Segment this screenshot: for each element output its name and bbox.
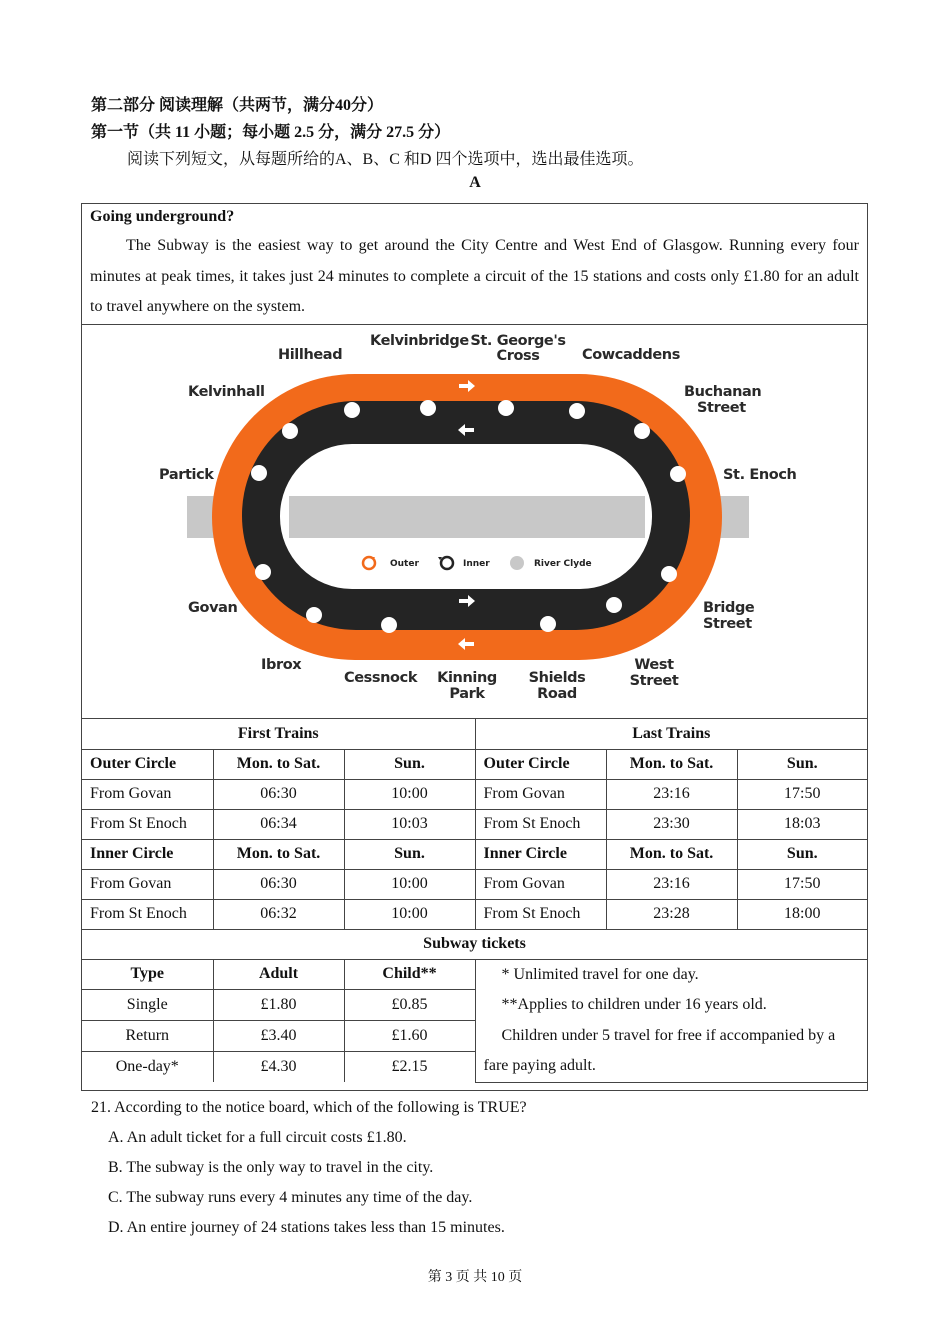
legend-outer: Outer: [390, 559, 419, 569]
notice-board: [81, 203, 868, 1091]
station-kelvinhall: Kelvinhall: [188, 384, 265, 400]
ticket-price-cell: £1.80: [213, 990, 344, 1021]
ticket-notes: [475, 959, 867, 1082]
from-st-enoch-label: From St Enoch: [82, 899, 213, 929]
table-row: [82, 719, 867, 749]
station-buchanan-line2: Street: [697, 400, 746, 416]
ticket-price-cell: £2.15: [344, 1051, 475, 1082]
inner-circle-label: Inner Circle: [475, 839, 606, 869]
station-dot-bridge-street: [661, 566, 677, 582]
section-title: 第一节（共 11 小题；每小题 2.5 分，满分 27.5 分）: [91, 124, 451, 141]
option-b[interactable]: B. The subway is the only way to travel in the city.: [108, 1159, 434, 1176]
time-cell: 10:00: [344, 899, 475, 929]
station-ibrox: Ibrox: [261, 657, 302, 673]
station-dot-hillhead: [344, 402, 360, 418]
mon-sat-header: Mon. to Sat.: [606, 749, 737, 779]
station-dot-west-street: [606, 597, 622, 613]
station-hillhead: Hillhead: [278, 347, 343, 363]
mon-sat-header: Mon. to Sat.: [213, 749, 344, 779]
option-d[interactable]: D. An entire journey of 24 stations takes less than 15 minutes.: [108, 1219, 505, 1236]
map-legend: [363, 556, 592, 570]
table-row: [82, 779, 867, 809]
station-dot-cessnock: [381, 617, 397, 633]
table-row: [82, 869, 867, 899]
station-dot-govan: [255, 564, 271, 580]
first-trains-heading: First Trains: [82, 719, 475, 749]
station-dot-ibrox: [306, 607, 322, 623]
ticket-price-cell: £3.40: [213, 1021, 344, 1052]
time-cell: 10:03: [344, 809, 475, 839]
from-st-enoch-label: From St Enoch: [82, 809, 213, 839]
notice-intro: [82, 204, 867, 325]
sun-header: Sun.: [737, 749, 867, 779]
from-govan-label: From Govan: [475, 779, 606, 809]
sun-header: Sun.: [344, 749, 475, 779]
river-clyde-inner: [289, 496, 645, 538]
question-options: [108, 1123, 505, 1243]
from-govan-label: From Govan: [475, 869, 606, 899]
station-dot-st-enoch: [670, 466, 686, 482]
page-footer: 第 3 页 共 10 页: [427, 1270, 523, 1285]
table-row: [82, 959, 867, 990]
station-kinning-park-line2: Park: [449, 686, 485, 702]
legend-river: River Clyde: [534, 559, 592, 569]
ticket-note-children: **Applies to children under 16 years old.: [501, 996, 767, 1013]
table-row: [82, 839, 867, 869]
time-cell: 17:50: [737, 869, 867, 899]
station-dot-st-georges: [498, 400, 514, 416]
station-partick: Partick: [159, 467, 214, 483]
station-buchanan-line1: Buchanan: [684, 384, 762, 400]
ticket-type-header: Type: [82, 959, 213, 990]
question-stem: 21. According to the notice board, which of the following is TRUE?: [91, 1099, 527, 1116]
ticket-type-cell: Single: [82, 990, 213, 1021]
station-st-enoch: St. Enoch: [723, 467, 797, 483]
outer-circle-label: Outer Circle: [475, 749, 606, 779]
ticket-adult-header: Adult: [213, 959, 344, 990]
time-cell: 06:30: [213, 869, 344, 899]
subway-map-graphic: [82, 325, 867, 718]
time-cell: 06:34: [213, 809, 344, 839]
from-govan-label: From Govan: [82, 779, 213, 809]
time-cell: 18:03: [737, 809, 867, 839]
notice-title: Going underground?: [90, 208, 235, 225]
ticket-price-cell: £0.85: [344, 990, 475, 1021]
last-trains-heading: Last Trains: [475, 719, 867, 749]
station-dot-cowcaddens: [569, 403, 585, 419]
time-cell: 23:16: [606, 779, 737, 809]
station-bridge-street-line2: Street: [703, 616, 752, 632]
mon-sat-header: Mon. to Sat.: [213, 839, 344, 869]
timetable-and-tickets: [82, 719, 867, 1083]
station-dot-kelvinhall: [282, 423, 298, 439]
from-st-enoch-label: From St Enoch: [475, 899, 606, 929]
mon-sat-header: Mon. to Sat.: [606, 839, 737, 869]
ticket-type-cell: Return: [82, 1021, 213, 1052]
time-cell: 17:50: [737, 779, 867, 809]
outer-circle-label: Outer Circle: [82, 749, 213, 779]
station-cessnock: Cessnock: [344, 670, 418, 686]
from-st-enoch-label: From St Enoch: [475, 809, 606, 839]
time-cell: 23:30: [606, 809, 737, 839]
station-dot-shields-road: [540, 616, 556, 632]
table-row: [82, 809, 867, 839]
option-c[interactable]: C. The subway runs every 4 minutes any time of the day.: [108, 1189, 473, 1206]
station-shields-road-line2: Road: [537, 686, 577, 702]
subway-map: [82, 325, 867, 719]
table-row: [82, 899, 867, 929]
river-legend-icon: [510, 556, 524, 570]
station-dot-kelvinbridge: [420, 400, 436, 416]
ticket-note-unlimited: * Unlimited travel for one day.: [501, 965, 699, 983]
ticket-child-header: Child**: [344, 959, 475, 990]
table-row: [82, 929, 867, 959]
time-cell: 23:28: [606, 899, 737, 929]
sun-header: Sun.: [344, 839, 475, 869]
from-govan-label: From Govan: [82, 869, 213, 899]
station-kelvinbridge: Kelvinbridge: [370, 333, 469, 349]
time-cell: 06:30: [213, 779, 344, 809]
station-kinning-park-line1: Kinning: [437, 670, 497, 686]
station-dot-partick: [251, 465, 267, 481]
option-a[interactable]: A. An adult ticket for a full circuit costs £1.80.: [108, 1129, 407, 1146]
ticket-note-under5: Children under 5 travel for free if accompanied by a fare paying adult.: [483, 1026, 836, 1074]
ticket-type-cell: One-day*: [82, 1051, 213, 1082]
station-govan: Govan: [188, 600, 238, 616]
station-cowcaddens: Cowcaddens: [582, 347, 680, 363]
legend-inner: Inner: [463, 559, 490, 569]
ticket-price-cell: £4.30: [213, 1051, 344, 1082]
time-cell: 10:00: [344, 869, 475, 899]
passage-label: A: [469, 174, 481, 191]
time-cell: 10:00: [344, 779, 475, 809]
station-dot-buchanan: [634, 423, 650, 439]
time-cell: 23:16: [606, 869, 737, 899]
station-st-georges-line1: St. George's: [470, 333, 566, 349]
ticket-price-cell: £1.60: [344, 1021, 475, 1052]
time-cell: 06:32: [213, 899, 344, 929]
station-bridge-street-line1: Bridge: [703, 600, 755, 616]
inner-circle-label: Inner Circle: [82, 839, 213, 869]
notice-body: The Subway is the easiest way to get around the City Centre and West End of Glasgow. Running every four minutes at peak times, it takes just 24 minutes to complete a circuit of the 15 stations and costs only £1.80 for an adult to travel anywhere on the system.: [90, 237, 859, 315]
station-st-georges-line2: Cross: [496, 348, 540, 364]
station-west-street-line1: West: [634, 657, 674, 673]
table-row: [82, 749, 867, 779]
station-shields-road-line1: Shields: [528, 670, 586, 686]
subway-tickets-heading: Subway tickets: [82, 929, 867, 959]
sun-header: Sun.: [737, 839, 867, 869]
time-cell: 18:00: [737, 899, 867, 929]
part-title: 第二部分 阅读理解（共两节，满分40分）: [91, 97, 384, 114]
instructions: 阅读下列短文，从每题所给的A、B、C 和D 四个选项中，选出最佳选项。: [127, 151, 644, 168]
station-west-street-line2: Street: [629, 673, 679, 689]
